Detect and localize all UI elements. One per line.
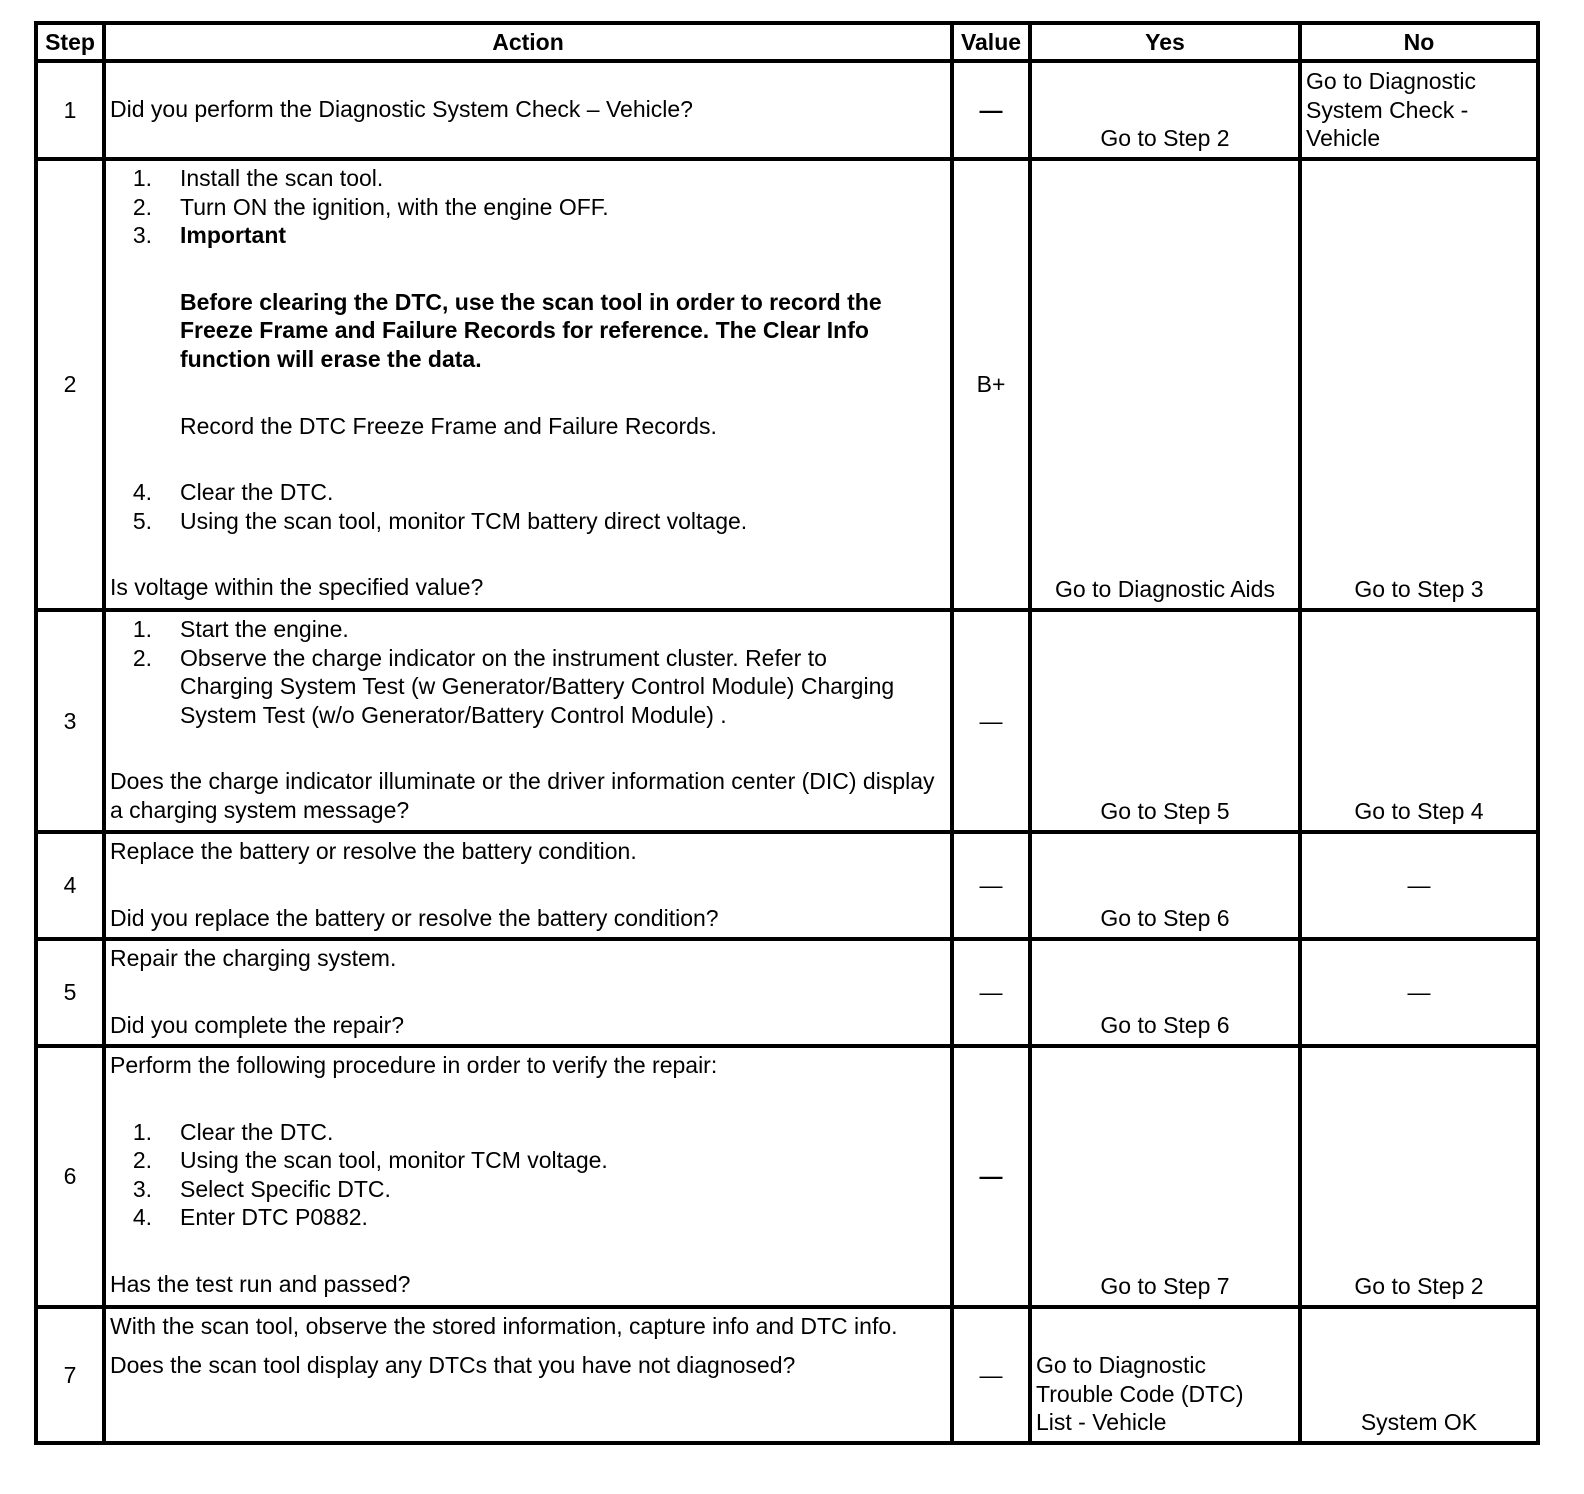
list-text: Enter DTC P0882. (180, 1204, 368, 1231)
list-number: 1. (132, 616, 152, 642)
list-number: 3. (132, 222, 152, 249)
table-row (36, 939, 1538, 1046)
action-cell (104, 159, 952, 610)
header-action: Action (104, 23, 952, 61)
list-number: 4. (132, 479, 152, 506)
list-text: Using the scan tool, monitor TCM voltage. (180, 1147, 608, 1174)
header-row (36, 23, 1538, 61)
value-cell: — (952, 1046, 1030, 1307)
step-number: 5 (36, 939, 104, 1046)
list-number: 3. (132, 1175, 152, 1202)
action-instruction: Perform the following procedure in order to verify the repair: (110, 1052, 718, 1078)
action-question: Does the scan tool display any DTCs that you have not diagnosed? (110, 1351, 796, 1378)
diagnostic-table (34, 21, 1540, 1445)
list-item (110, 644, 946, 730)
list-text: Install the scan tool. (180, 165, 384, 191)
action-instruction: With the scan tool, observe the stored information, capture info and DTC info. (110, 1313, 898, 1339)
list-item (110, 1118, 946, 1147)
list-text: Turn ON the ignition, with the engine OFF. (180, 193, 609, 220)
table-row (36, 1307, 1538, 1443)
action-question: Has the test run and passed? (110, 1270, 411, 1297)
value-cell: B+ (952, 159, 1030, 610)
step-number: 6 (36, 1046, 104, 1307)
yes-cell: Go to Step 7 (1030, 1046, 1300, 1307)
list-item (110, 1175, 946, 1204)
no-cell: System OK (1300, 1307, 1538, 1443)
yes-cell: Go to Diagnostic Trouble Code (DTC) List - Vehicle (1030, 1307, 1300, 1443)
action-question: Did you replace the battery or resolve the battery condition? (110, 904, 719, 931)
action-question: Did you complete the repair? (110, 1011, 405, 1038)
step-number: 2 (36, 159, 104, 610)
list-number: 2. (132, 644, 152, 671)
list-number: 2. (132, 193, 152, 220)
action-instruction: Replace the battery or resolve the battery condition. (110, 838, 637, 864)
table-row (36, 610, 1538, 832)
list-item (110, 1146, 946, 1175)
header-value: Value (952, 23, 1030, 61)
action-cell (104, 1046, 952, 1307)
list-text: Select Specific DTC. (180, 1175, 391, 1202)
table-row (36, 159, 1538, 610)
action-cell (104, 610, 952, 832)
list-item (110, 478, 946, 507)
action-cell (104, 61, 952, 159)
list-number: 5. (132, 507, 152, 534)
value-cell: — (952, 832, 1030, 939)
table-row (36, 61, 1538, 159)
action-cell (104, 1307, 952, 1443)
no-cell: Go to Step 4 (1300, 610, 1538, 832)
list-item (110, 1203, 946, 1232)
no-cell: Go to Step 3 (1300, 159, 1538, 610)
step-number: 1 (36, 61, 104, 159)
list-number: 1. (132, 1118, 152, 1145)
list-item (110, 221, 946, 250)
list-number: 4. (132, 1204, 152, 1231)
no-cell: Go to Diagnostic System Check - Vehicle (1300, 61, 1538, 159)
no-cell: Go to Step 2 (1300, 1046, 1538, 1307)
table-row (36, 1046, 1538, 1307)
list-text: Clear the DTC. (180, 479, 334, 506)
list-item (110, 193, 946, 222)
list-text: Clear the DTC. (180, 1118, 334, 1145)
action-question: Did you perform the Diagnostic System Check – Vehicle? (110, 96, 693, 123)
yes-cell: Go to Step 6 (1030, 832, 1300, 939)
step-number: 3 (36, 610, 104, 832)
list-text: Using the scan tool, monitor TCM battery direct voltage. (180, 507, 748, 534)
action-cell (104, 832, 952, 939)
table-row (36, 832, 1538, 939)
list-item (110, 615, 946, 644)
important-label: Important (180, 222, 287, 249)
yes-cell: Go to Step 5 (1030, 610, 1300, 832)
yes-cell: Go to Step 2 (1030, 61, 1300, 159)
yes-cell: Go to Diagnostic Aids (1030, 159, 1300, 610)
value-cell: — (952, 1307, 1030, 1443)
action-question: Is voltage within the specified value? (110, 574, 484, 601)
list-number: 2. (132, 1147, 152, 1174)
important-note-block (110, 288, 946, 374)
header-step: Step (36, 23, 104, 61)
important-note: Before clearing the DTC, use the scan tool in order to record the Freeze Frame and Failure Records for reference. The Clear Info function will erase the data. (180, 288, 882, 372)
step-number: 4 (36, 832, 104, 939)
list-item (110, 507, 946, 536)
value-cell: — (952, 939, 1030, 1046)
no-cell: — (1300, 939, 1538, 1046)
no-cell: — (1300, 832, 1538, 939)
action-question: Does the charge indicator illuminate or the driver information center (DIC) display a charging system message? (110, 768, 935, 823)
header-no: No (1300, 23, 1538, 61)
list-text: Start the engine. (180, 616, 349, 642)
value-cell: — (952, 610, 1030, 832)
record-text: Record the DTC Freeze Frame and Failure Records. (180, 412, 717, 439)
list-text: Observe the charge indicator on the instrument cluster. Refer to Charging System Test (w Generator/Battery Control Module) Charging System Test (w/o Generator/Battery Control Module) . (180, 644, 895, 728)
list-number: 1. (132, 165, 152, 191)
action-cell (104, 939, 952, 1046)
action-instruction: Repair the charging system. (110, 945, 397, 971)
header-yes: Yes (1030, 23, 1300, 61)
record-block (110, 412, 946, 441)
yes-cell: Go to Step 6 (1030, 939, 1300, 1046)
step-number: 7 (36, 1307, 104, 1443)
list-item (110, 164, 946, 193)
value-cell: — (952, 61, 1030, 159)
